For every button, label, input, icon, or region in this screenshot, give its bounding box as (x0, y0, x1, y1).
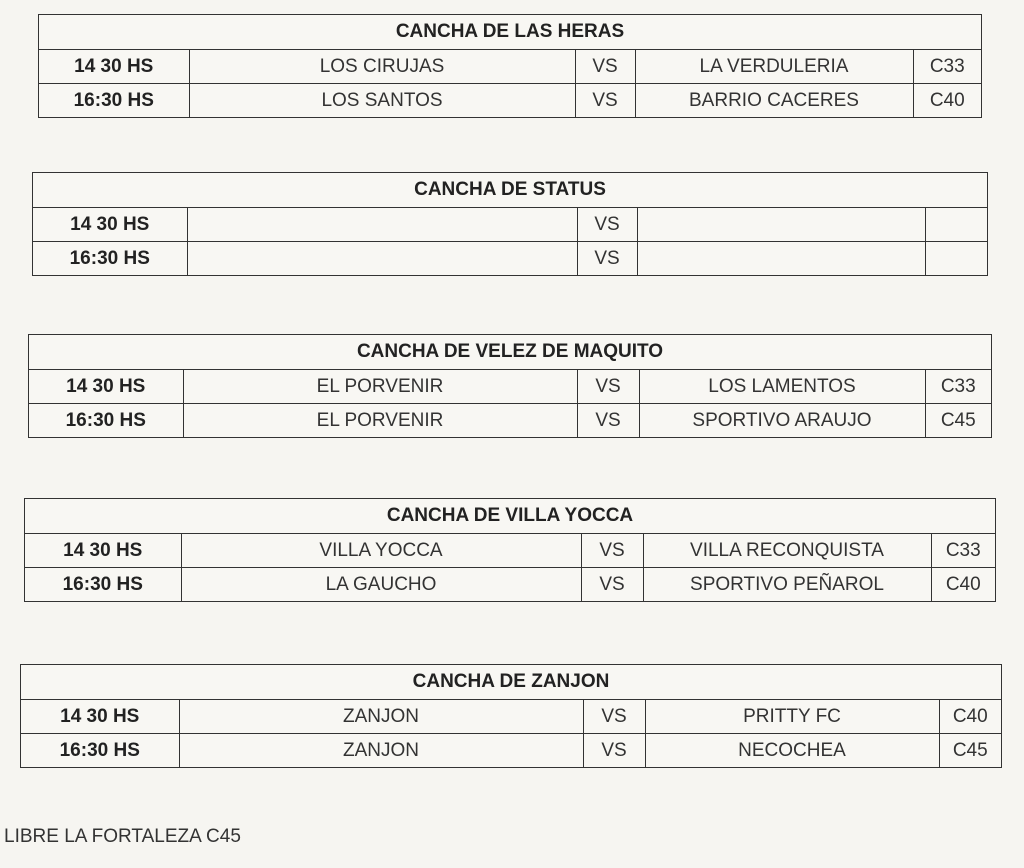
table-row (29, 370, 991, 404)
away-team: PRITTY FC (645, 700, 939, 734)
away-team: SPORTIVO ARAUJO (639, 404, 925, 438)
away-team: LOS LAMENTOS (639, 370, 925, 404)
venue-title: CANCHA DE LAS HERAS (39, 15, 981, 50)
table-row (25, 568, 995, 602)
match-time: 14 30 HS (21, 700, 179, 734)
vs-label: VS (583, 700, 645, 734)
home-team: EL PORVENIR (183, 404, 577, 438)
vs-label: VS (577, 208, 637, 242)
away-team: VILLA RECONQUISTA (643, 534, 931, 568)
home-team: LA GAUCHO (181, 568, 581, 602)
match-time: 16:30 HS (21, 734, 179, 768)
category: C40 (929, 89, 965, 111)
category: C40 (945, 573, 981, 595)
table-row (33, 242, 987, 276)
venue-block-status (32, 172, 988, 276)
table-row (29, 404, 991, 438)
away-team: SPORTIVO PEÑAROL (643, 568, 931, 602)
home-team: ZANJON (179, 734, 583, 768)
vs-label: VS (577, 242, 637, 276)
table-row (39, 50, 981, 84)
match-time: 16:30 HS (29, 404, 183, 438)
venue-block-velez-de-maquito (28, 334, 992, 438)
venue-block-zanjon (20, 664, 1002, 768)
venue-block-las-heras (38, 14, 982, 118)
away-team: NECOCHEA (645, 734, 939, 768)
home-team: EL PORVENIR (183, 370, 577, 404)
table-row (33, 208, 987, 242)
away-team (637, 208, 925, 242)
fixture-table (33, 208, 987, 275)
table-row (21, 734, 1001, 768)
match-time: 16:30 HS (33, 242, 187, 276)
category: C45 (940, 409, 976, 431)
away-team: BARRIO CACERES (635, 84, 913, 118)
match-time: 14 30 HS (29, 370, 183, 404)
category (925, 208, 987, 242)
table-row (21, 700, 1001, 734)
fixture-table (29, 370, 991, 437)
venue-title: CANCHA DE STATUS (33, 173, 987, 208)
venue-title: CANCHA DE VILLA YOCCA (25, 499, 995, 534)
match-time: 16:30 HS (39, 84, 189, 118)
home-team (187, 208, 577, 242)
venue-block-villa-yocca (24, 498, 996, 602)
category (925, 242, 987, 276)
home-team (187, 242, 577, 276)
vs-label: VS (575, 50, 635, 84)
category: C33 (931, 534, 995, 568)
category: C40 (939, 700, 1001, 734)
table-row (25, 534, 995, 568)
free-team-note: LIBRE LA FORTALEZA C45 (4, 826, 241, 847)
match-time: 16:30 HS (25, 568, 181, 602)
match-time: 14 30 HS (25, 534, 181, 568)
venue-title: CANCHA DE ZANJON (21, 665, 1001, 700)
home-team: VILLA YOCCA (181, 534, 581, 568)
match-time: 14 30 HS (33, 208, 187, 242)
vs-label: VS (581, 568, 643, 602)
vs-label: VS (577, 404, 639, 438)
venue-title: CANCHA DE VELEZ DE MAQUITO (29, 335, 991, 370)
fixture-table (39, 50, 981, 117)
home-team: LOS CIRUJAS (189, 50, 575, 84)
away-team: LA VERDULERIA (635, 50, 913, 84)
match-time: 14 30 HS (39, 50, 189, 84)
table-row (39, 84, 981, 118)
fixture-table (21, 700, 1001, 767)
vs-label: VS (575, 84, 635, 118)
home-team: ZANJON (179, 700, 583, 734)
category: C33 (925, 370, 991, 404)
category: C45 (952, 739, 988, 761)
home-team: LOS SANTOS (189, 84, 575, 118)
category: C33 (913, 50, 981, 84)
away-team (637, 242, 925, 276)
vs-label: VS (577, 370, 639, 404)
fixture-table (25, 534, 995, 601)
vs-label: VS (581, 534, 643, 568)
vs-label: VS (583, 734, 645, 768)
